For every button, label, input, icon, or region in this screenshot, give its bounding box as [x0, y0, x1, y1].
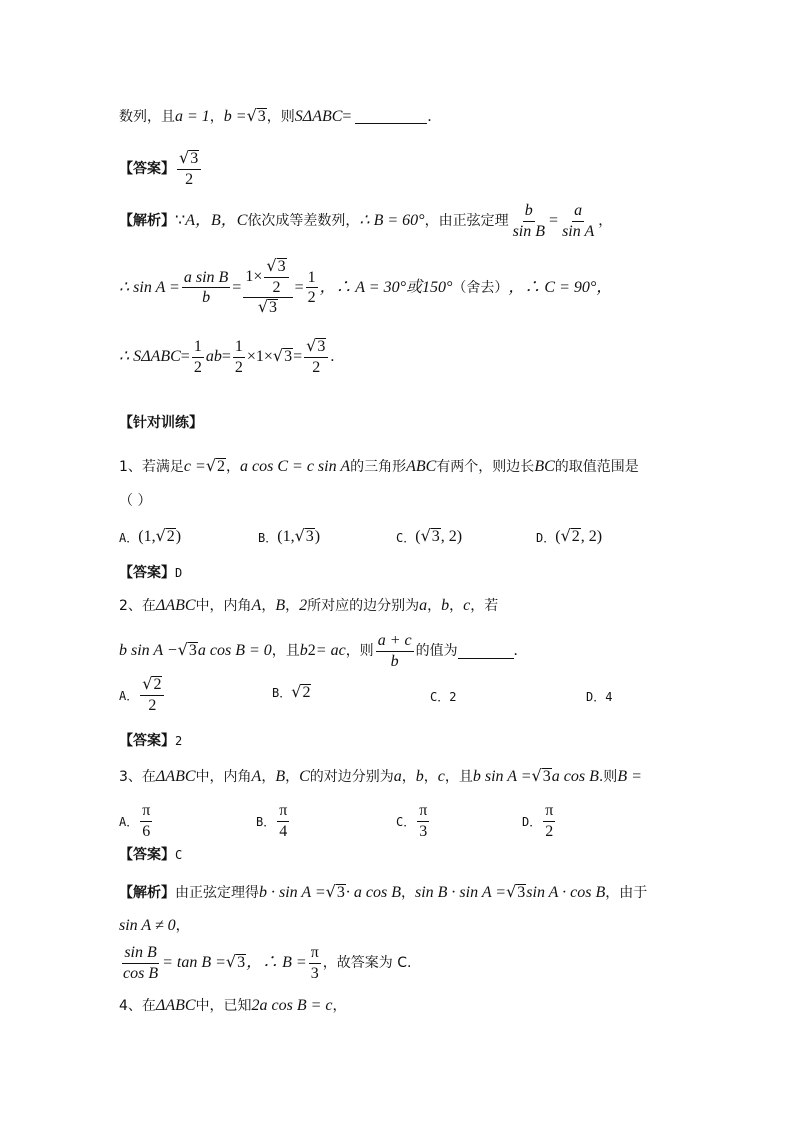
answer-label: 【答案】: [119, 847, 175, 863]
math: 2: [299, 597, 308, 614]
q3-answer: [119, 848, 182, 862]
sqrt-3: √ 3: [272, 346, 293, 366]
question-1-paren: [119, 494, 151, 508]
math: a cos B = 0: [197, 642, 272, 660]
text: .: [427, 107, 432, 125]
fraction: $\frac{1}{2}$: [307, 268, 316, 307]
q3-analysis-1: [119, 884, 647, 902]
math: ，∴ C = 90°，: [508, 278, 613, 296]
answer-value: 2: [175, 734, 183, 748]
q3-option-a: A． $\frac{\pi}{6}$: [119, 802, 151, 840]
sqrt-3: √ 3: [325, 882, 345, 901]
sqrt-3: √ 3: [225, 952, 246, 972]
answer-paren: （ ）: [119, 493, 152, 509]
fraction: $\frac{a}{\text{sin A}}$: [562, 202, 595, 240]
text: 3、在: [119, 768, 156, 785]
math: sin A ≠ 0: [119, 917, 176, 934]
math: =: [294, 278, 304, 296]
question-4: [119, 998, 347, 1014]
q1-option-b: B． (1, √ 3 ): [258, 526, 321, 546]
math: ΔABC: [155, 597, 196, 614]
q2-option-b: B． √ 2: [272, 682, 311, 701]
text: ，: [226, 458, 241, 475]
q3-option-c: C． $\frac{\pi}{3}$: [396, 802, 428, 840]
q2-option-d: D． 4: [586, 689, 613, 704]
section-title: 【针对训练】: [119, 415, 203, 431]
training-title: [119, 416, 203, 430]
text: ，: [175, 918, 190, 934]
q1-option-a: A． (1, √ 2 ): [119, 526, 182, 546]
text: 依次成等差数列，: [247, 213, 360, 230]
question-2: 2、在 ΔABC 中，内角 A ， B ， 2 所对应的边分别为 a ， b ， c ，若: [119, 597, 499, 614]
text: ，由于: [605, 884, 648, 901]
text: ，: [209, 108, 224, 125]
q3-analysis-3: [119, 944, 411, 982]
answer-label: 【答案】: [119, 161, 175, 178]
intro-line: [119, 108, 431, 126]
answer-blank: [458, 644, 514, 659]
fraction: $\frac{a + c}{b}$: [377, 632, 412, 670]
text: 的值为: [415, 643, 458, 660]
math: c: [463, 597, 471, 614]
text: .: [330, 348, 335, 366]
sqrt-3: √ 3: [531, 766, 551, 785]
math: B =: [617, 767, 642, 785]
sqrt-2: √ 2: [205, 456, 226, 475]
q1-answer: [119, 566, 182, 580]
math: A，B，C: [185, 212, 248, 230]
complex-fraction: 1× √ 3 2 √ 3: [243, 258, 292, 317]
subscript: ΔABC: [141, 348, 181, 366]
text: ，若: [470, 598, 499, 614]
math: = ac: [315, 642, 346, 660]
fraction: √ 3 2: [177, 150, 201, 188]
q1-option-c: C． ( √ 3 , 2): [396, 526, 463, 546]
text: ，则: [345, 643, 374, 660]
answer-label: 【答案】: [119, 565, 175, 581]
fraction: √ 3 2: [304, 338, 328, 376]
text: 的取值范围是: [554, 458, 639, 475]
q2-option-c: C． 2: [430, 689, 457, 704]
math: b · sin A =: [259, 883, 326, 901]
analysis-label: 【解析】: [119, 213, 175, 230]
sqrt-3: √ 3: [506, 882, 526, 901]
math: S: [294, 107, 303, 125]
text: 有两个，则边长: [436, 458, 535, 475]
math: ∴ S: [119, 348, 142, 366]
math: B: [275, 597, 286, 614]
question-1: [119, 458, 639, 476]
answer-value: D: [175, 566, 183, 580]
text: 数列，且: [119, 108, 175, 125]
question-2-line-2: b sin A − √ 3 a cos B = 0 ，且 b 2 = ac ，则 $\frac{a + c}{b}$ 的值为 .: [119, 632, 518, 670]
text: 所对应的边分别为: [307, 598, 420, 614]
text: 的三角形: [350, 458, 407, 475]
math: ab: [205, 348, 222, 366]
math: a cos C = c sin A: [240, 457, 351, 475]
text: 1、若满足: [119, 458, 184, 475]
math: 2a cos B = c: [251, 997, 333, 1014]
math: sin A · cos B: [526, 883, 606, 901]
text: 4、在: [119, 998, 156, 1014]
text: 中，已知: [195, 998, 252, 1014]
answer-label: 【答案】: [119, 733, 175, 749]
q3-analysis-2: [119, 918, 190, 934]
q1-option-d: D． ( √ 2 , 2): [536, 526, 603, 546]
math: b: [299, 642, 308, 660]
math: ∴ sin A =: [119, 278, 180, 296]
fraction: $\frac{b}{\text{sin B}}$: [512, 202, 546, 240]
text: ，: [332, 998, 347, 1014]
text: （舍去）: [452, 279, 509, 296]
math: b: [441, 597, 450, 614]
because: ∵: [175, 212, 186, 230]
fraction: $\frac{\text{a sin B}}{b}$: [183, 268, 229, 307]
q3-option-b: B． $\frac{\pi}{4}$: [256, 802, 288, 840]
text: ，且: [271, 643, 300, 660]
math: b =: [223, 107, 247, 125]
question-3: 3、在 ΔABC 中，内角 A ， B ， C 的对边分别为 a ， b ， c ，且 b sin A = √ 3 a cos B .则 B =: [119, 766, 642, 785]
math: b sin A −: [119, 642, 178, 660]
analysis-line-3: [119, 338, 334, 376]
math: A: [251, 597, 262, 614]
math: = tan B =: [162, 954, 226, 972]
text: 中，内角: [195, 768, 252, 785]
math: =: [232, 278, 242, 296]
math: ，∴ B =: [246, 954, 307, 972]
math: · a cos B: [345, 883, 401, 901]
math: ，∴ A = 30°或150°: [319, 278, 453, 296]
q2-option-a: A． √ 2 2: [119, 676, 166, 714]
math: =: [180, 348, 190, 366]
math: =: [549, 212, 559, 230]
fraction: $\frac{1}{2}$: [234, 338, 243, 376]
text: .则: [598, 768, 618, 785]
analysis-line-2: [119, 258, 612, 317]
text: ，则: [266, 108, 295, 125]
math: a = 1: [175, 107, 210, 125]
math: =: [293, 348, 303, 366]
text: 的对边分别为: [309, 768, 394, 785]
answer-1: [119, 150, 203, 188]
q3-option-d: D． $\frac{\pi}{2}$: [522, 802, 554, 840]
fraction: $\frac{\text{sin B}}{\text{cos B}}$: [123, 944, 159, 982]
text: ，由正弦定理: [424, 213, 509, 230]
text: ，: [598, 213, 613, 230]
fraction: $\frac{1}{2}$: [193, 338, 202, 376]
math: a cos B: [551, 767, 599, 785]
math: c =: [183, 457, 206, 475]
math: ABC: [406, 457, 437, 475]
text: 由正弦定理得: [175, 884, 259, 901]
math: ∴ B = 60°: [359, 212, 425, 230]
text: ，故答案为 C.: [322, 955, 412, 972]
sqrt-3: √ 3: [246, 106, 266, 125]
exponent: 2: [307, 642, 316, 660]
math: a: [419, 597, 428, 614]
sqrt-3: √ 3: [177, 640, 197, 660]
math: ΔABC: [155, 997, 196, 1014]
answer-blank: [355, 109, 427, 124]
fraction: $\frac{\pi}{3}$: [310, 944, 319, 982]
math: =: [342, 107, 352, 125]
subscript: ΔABC: [302, 107, 343, 125]
analysis-line-1: [119, 202, 612, 240]
math: ×1×: [246, 348, 273, 366]
text: 2、在: [119, 598, 156, 614]
math: =: [221, 348, 231, 366]
text: ，且: [444, 768, 473, 785]
q2-answer: [119, 734, 182, 748]
math: sin B · sin A =: [414, 883, 507, 901]
text: ，: [400, 884, 415, 901]
math: BC: [534, 457, 555, 475]
text: 中，内角: [195, 598, 252, 614]
analysis-label: 【解析】: [119, 884, 175, 901]
answer-value: C: [175, 848, 183, 862]
math: b sin A =: [472, 767, 532, 785]
math: ΔABC: [155, 767, 196, 785]
